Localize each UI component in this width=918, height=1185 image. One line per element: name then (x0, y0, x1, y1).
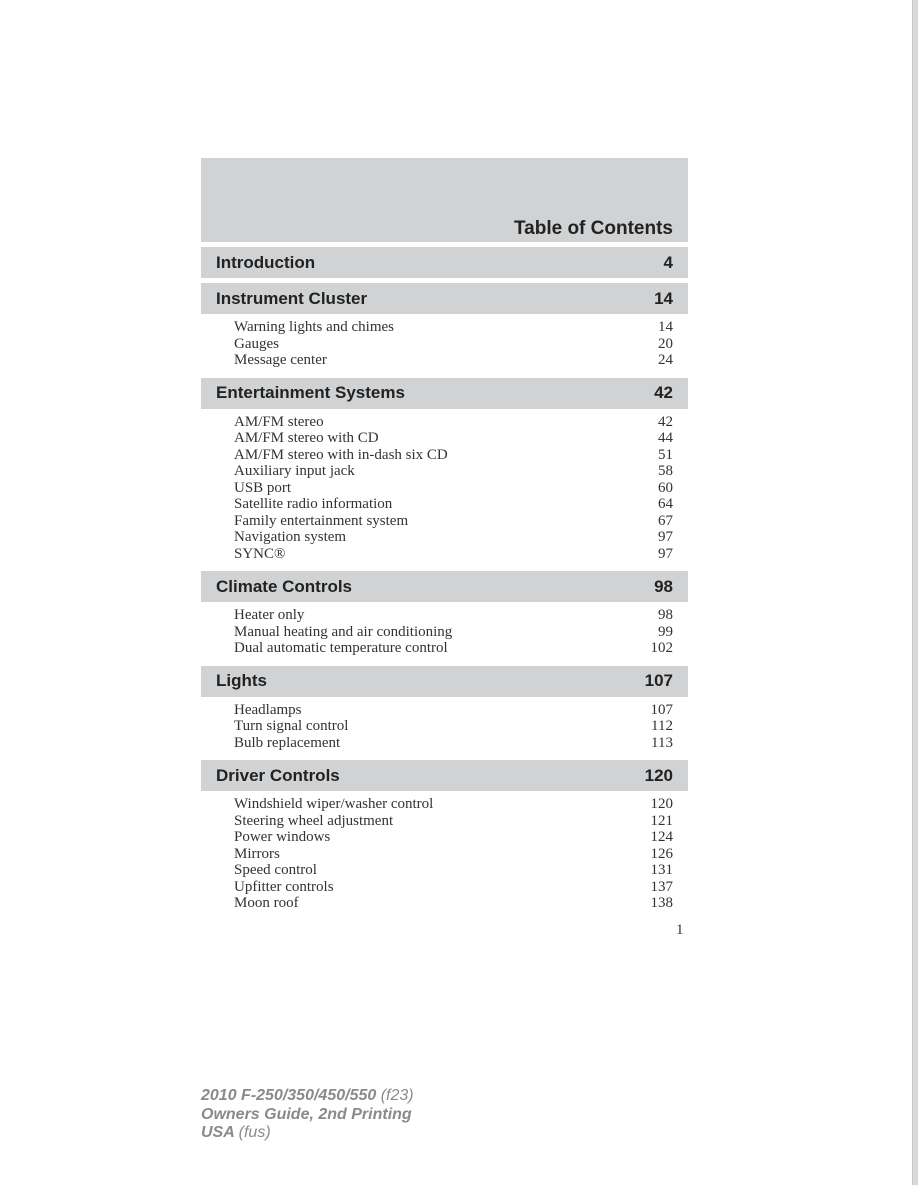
toc-entry[interactable] (234, 702, 673, 719)
toc-entry[interactable] (234, 640, 673, 657)
entry-page-number: 97 (658, 545, 673, 562)
entry-page-number: 97 (658, 529, 673, 545)
toc-entry[interactable] (234, 336, 673, 353)
toc-entry[interactable] (234, 480, 673, 497)
section-page-number: 4 (663, 252, 673, 272)
toc-entry[interactable] (234, 879, 673, 896)
toc-entry[interactable] (234, 414, 673, 431)
entry-page-number: 112 (651, 718, 673, 734)
section-title: Driver Controls (216, 765, 340, 785)
entry-label: Speed control (234, 862, 317, 878)
toc-entry[interactable] (234, 496, 673, 513)
footer-market-code: (fus) (238, 1124, 271, 1141)
section-heading[interactable] (201, 247, 688, 278)
toc-entry[interactable] (234, 735, 673, 752)
footer-model-code: (f23) (380, 1087, 414, 1104)
entry-page-number: 120 (650, 796, 673, 812)
entry-label: AM/FM stereo with in-dash six CD (234, 446, 448, 463)
table-of-contents (201, 158, 688, 916)
entry-page-number: 44 (658, 430, 673, 446)
footer-line-model (201, 1087, 414, 1106)
entry-page-number: 24 (658, 352, 673, 368)
footer-model: 2010 F-250/350/450/550 (201, 1087, 377, 1104)
section-page-number: 107 (644, 671, 673, 690)
entry-label: Heater only (234, 607, 305, 623)
entry-label: Steering wheel adjustment (234, 812, 394, 829)
entry-label: Turn signal control (234, 718, 349, 734)
entry-label: Headlamps (234, 701, 302, 718)
toc-entry[interactable] (234, 796, 673, 813)
entry-page-number: 67 (658, 512, 673, 529)
toc-entry[interactable] (234, 463, 673, 480)
entry-page-number: 131 (650, 862, 673, 878)
section-entries (201, 791, 688, 916)
entry-label: AM/FM stereo with CD (234, 430, 379, 446)
section-entries (201, 602, 688, 661)
entry-page-number: 98 (658, 607, 673, 623)
entry-page-number: 20 (658, 335, 673, 352)
section-heading[interactable] (201, 378, 688, 409)
entry-label: Gauges (234, 335, 279, 352)
toc-entry[interactable] (234, 895, 673, 912)
entry-page-number: 60 (658, 479, 673, 496)
toc-entry[interactable] (234, 430, 673, 447)
toc-entry[interactable] (234, 447, 673, 464)
section-title: Instrument Cluster (216, 288, 368, 308)
toc-entry[interactable] (234, 352, 673, 369)
section-heading[interactable] (201, 571, 688, 602)
page-title: Table of Contents (513, 218, 673, 239)
entry-page-number: 58 (658, 463, 673, 479)
toc-entry[interactable] (234, 862, 673, 879)
toc-entry[interactable] (234, 546, 673, 563)
entry-label: Navigation system (234, 529, 347, 545)
toc-header-band (201, 158, 688, 242)
entry-label: Dual automatic temperature control (234, 640, 448, 656)
section-title: Introduction (216, 252, 316, 272)
entry-label: Message center (234, 352, 327, 368)
toc-entry[interactable] (234, 319, 673, 336)
toc-sections (201, 247, 688, 916)
entry-page-number: 113 (651, 734, 673, 751)
entry-label: Windshield wiper/washer control (234, 796, 434, 812)
page-edge-divider (912, 0, 918, 1185)
footer-line-market (201, 1124, 414, 1143)
entry-label: Mirrors (234, 845, 280, 862)
entry-page-number: 51 (658, 446, 673, 463)
entry-label: Family entertainment system (234, 512, 409, 529)
toc-entry[interactable] (234, 513, 673, 530)
section-heading[interactable] (201, 666, 688, 697)
footer-edition: Owners Guide, 2nd Printing (201, 1105, 412, 1123)
entry-label: AM/FM stereo (234, 413, 324, 430)
section-title: Entertainment Systems (216, 383, 405, 402)
entry-page-number: 107 (650, 701, 673, 718)
section-entries (201, 697, 688, 756)
entry-page-number: 138 (650, 895, 673, 911)
toc-entry[interactable] (234, 529, 673, 546)
entry-label: Upfitter controls (234, 878, 334, 895)
section-entries (201, 314, 688, 373)
section-heading[interactable] (201, 760, 688, 791)
entry-page-number: 124 (650, 829, 673, 845)
entry-page-number: 64 (658, 496, 673, 512)
section-entries (201, 409, 688, 567)
entry-label: Manual heating and air conditioning (234, 623, 453, 640)
section-page-number: 120 (644, 765, 673, 785)
entry-label: Warning lights and chimes (234, 319, 395, 335)
toc-entry[interactable] (234, 718, 673, 735)
entry-page-number: 42 (658, 413, 673, 430)
section-page-number: 98 (654, 576, 673, 596)
toc-entry[interactable] (234, 624, 673, 641)
entry-page-number: 99 (658, 623, 673, 640)
entry-page-number: 121 (650, 812, 673, 829)
footer-line-edition (201, 1106, 414, 1125)
entry-page-number: 14 (658, 319, 673, 335)
section-title: Climate Controls (216, 576, 353, 596)
section-title: Lights (216, 671, 267, 690)
section-heading[interactable] (201, 283, 688, 314)
page-number: 1 (676, 922, 684, 938)
section-page-number: 14 (654, 288, 673, 308)
entry-page-number: 137 (650, 878, 673, 895)
toc-entry[interactable] (234, 607, 673, 624)
entry-label: Moon roof (234, 895, 299, 911)
toc-entry[interactable] (234, 846, 673, 863)
entry-page-number: 102 (650, 640, 673, 656)
entry-label: USB port (234, 479, 292, 496)
document-footer (201, 1087, 414, 1143)
entry-page-number: 126 (650, 845, 673, 862)
toc-entry[interactable] (234, 829, 673, 846)
entry-label: Satellite radio information (234, 496, 393, 512)
footer-market: USA (201, 1124, 235, 1141)
entry-label: SYNC® (234, 545, 286, 562)
entry-label: Bulb replacement (234, 734, 341, 751)
entry-label: Power windows (234, 829, 331, 845)
entry-label: Auxiliary input jack (234, 463, 355, 479)
section-page-number: 42 (654, 383, 673, 402)
toc-entry[interactable] (234, 813, 673, 830)
